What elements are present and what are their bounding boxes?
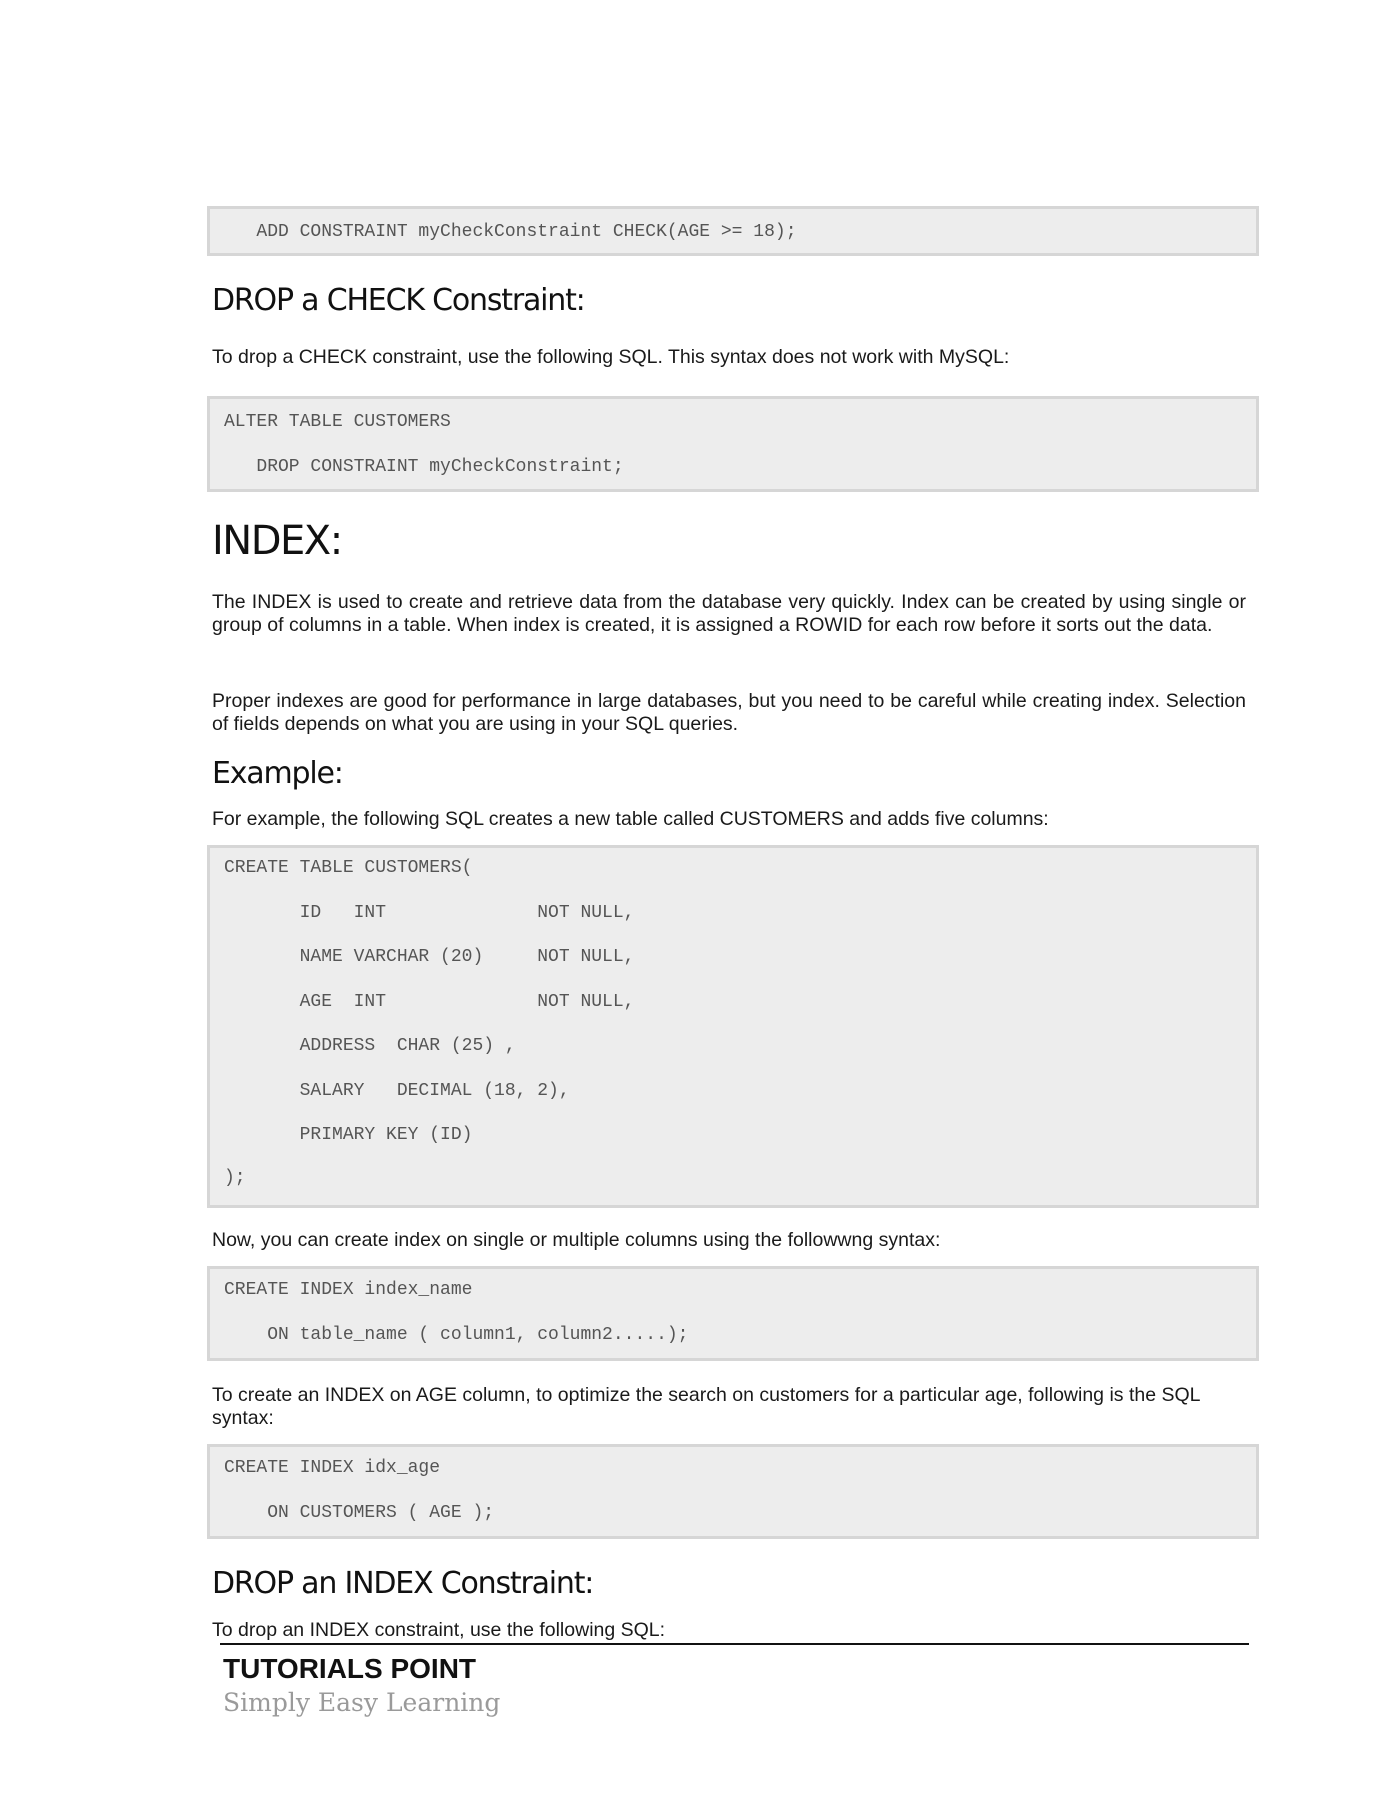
heading-example: Example: bbox=[212, 756, 343, 791]
code-line: ); bbox=[224, 1168, 246, 1188]
code-line: ALTER TABLE CUSTOMERS bbox=[224, 412, 451, 432]
code-line: CREATE TABLE CUSTOMERS( bbox=[224, 858, 473, 878]
code-line: CREATE INDEX index_name bbox=[224, 1280, 473, 1300]
code-line: NAME VARCHAR (20) NOT NULL, bbox=[224, 947, 635, 967]
code-line: SALARY DECIMAL (18, 2), bbox=[224, 1081, 570, 1101]
code-line: DROP CONSTRAINT myCheckConstraint; bbox=[224, 457, 624, 477]
footer-tagline: Simply Easy Learning bbox=[223, 1688, 501, 1717]
paragraph-age-index-intro: To create an INDEX on AGE column, to optimize the search on customers for a particular age, following is the SQL syntax: bbox=[212, 1384, 1200, 1429]
code-block-drop-check bbox=[207, 396, 1259, 492]
paragraph-drop-index-intro: To drop an INDEX constraint, use the following SQL: bbox=[212, 1619, 666, 1641]
paragraph-index-performance: Proper indexes are good for performance in large databases, but you need to be careful while creating index. Selection of fields depends on what you are using in your SQL queries. bbox=[212, 690, 1246, 735]
heading-index: INDEX: bbox=[212, 518, 342, 564]
paragraph-example-intro: For example, the following SQL creates a new table called CUSTOMERS and adds five columns: bbox=[212, 808, 1049, 830]
paragraph-drop-check-intro: To drop a CHECK constraint, use the following SQL. This syntax does not work with MySQL: bbox=[212, 346, 1010, 368]
code-line: ADD CONSTRAINT myCheckConstraint CHECK(AGE >= 18); bbox=[224, 222, 797, 242]
heading-drop-check: DROP a CHECK Constraint: bbox=[212, 283, 585, 318]
footer-divider bbox=[220, 1643, 1249, 1645]
code-line: CREATE INDEX idx_age bbox=[224, 1458, 441, 1478]
code-block-create-table bbox=[207, 845, 1259, 1208]
code-line: ON CUSTOMERS ( AGE ); bbox=[224, 1503, 495, 1523]
code-line: ADDRESS CHAR (25) , bbox=[224, 1036, 516, 1056]
code-block-create-index bbox=[207, 1266, 1259, 1361]
code-block-add-constraint bbox=[207, 206, 1259, 256]
paragraph-index-syntax-intro: Now, you can create index on single or multiple columns using the followwng syntax: bbox=[212, 1229, 941, 1251]
code-line: PRIMARY KEY (ID) bbox=[224, 1125, 473, 1145]
code-block-idx-age bbox=[207, 1444, 1259, 1539]
footer-brand: TUTORIALS POINT bbox=[223, 1653, 477, 1684]
code-line: ON table_name ( column1, column2.....); bbox=[224, 1325, 689, 1345]
code-line: ID INT NOT NULL, bbox=[224, 903, 635, 923]
paragraph-index-definition: The INDEX is used to create and retrieve data from the database very quickly. Index can be created by using single or group of columns in a table. When index is created, it is assigned a ROWID for each row before it sorts out the data. bbox=[212, 591, 1246, 636]
code-line: AGE INT NOT NULL, bbox=[224, 992, 635, 1012]
heading-drop-index: DROP an INDEX Constraint: bbox=[212, 1566, 594, 1601]
